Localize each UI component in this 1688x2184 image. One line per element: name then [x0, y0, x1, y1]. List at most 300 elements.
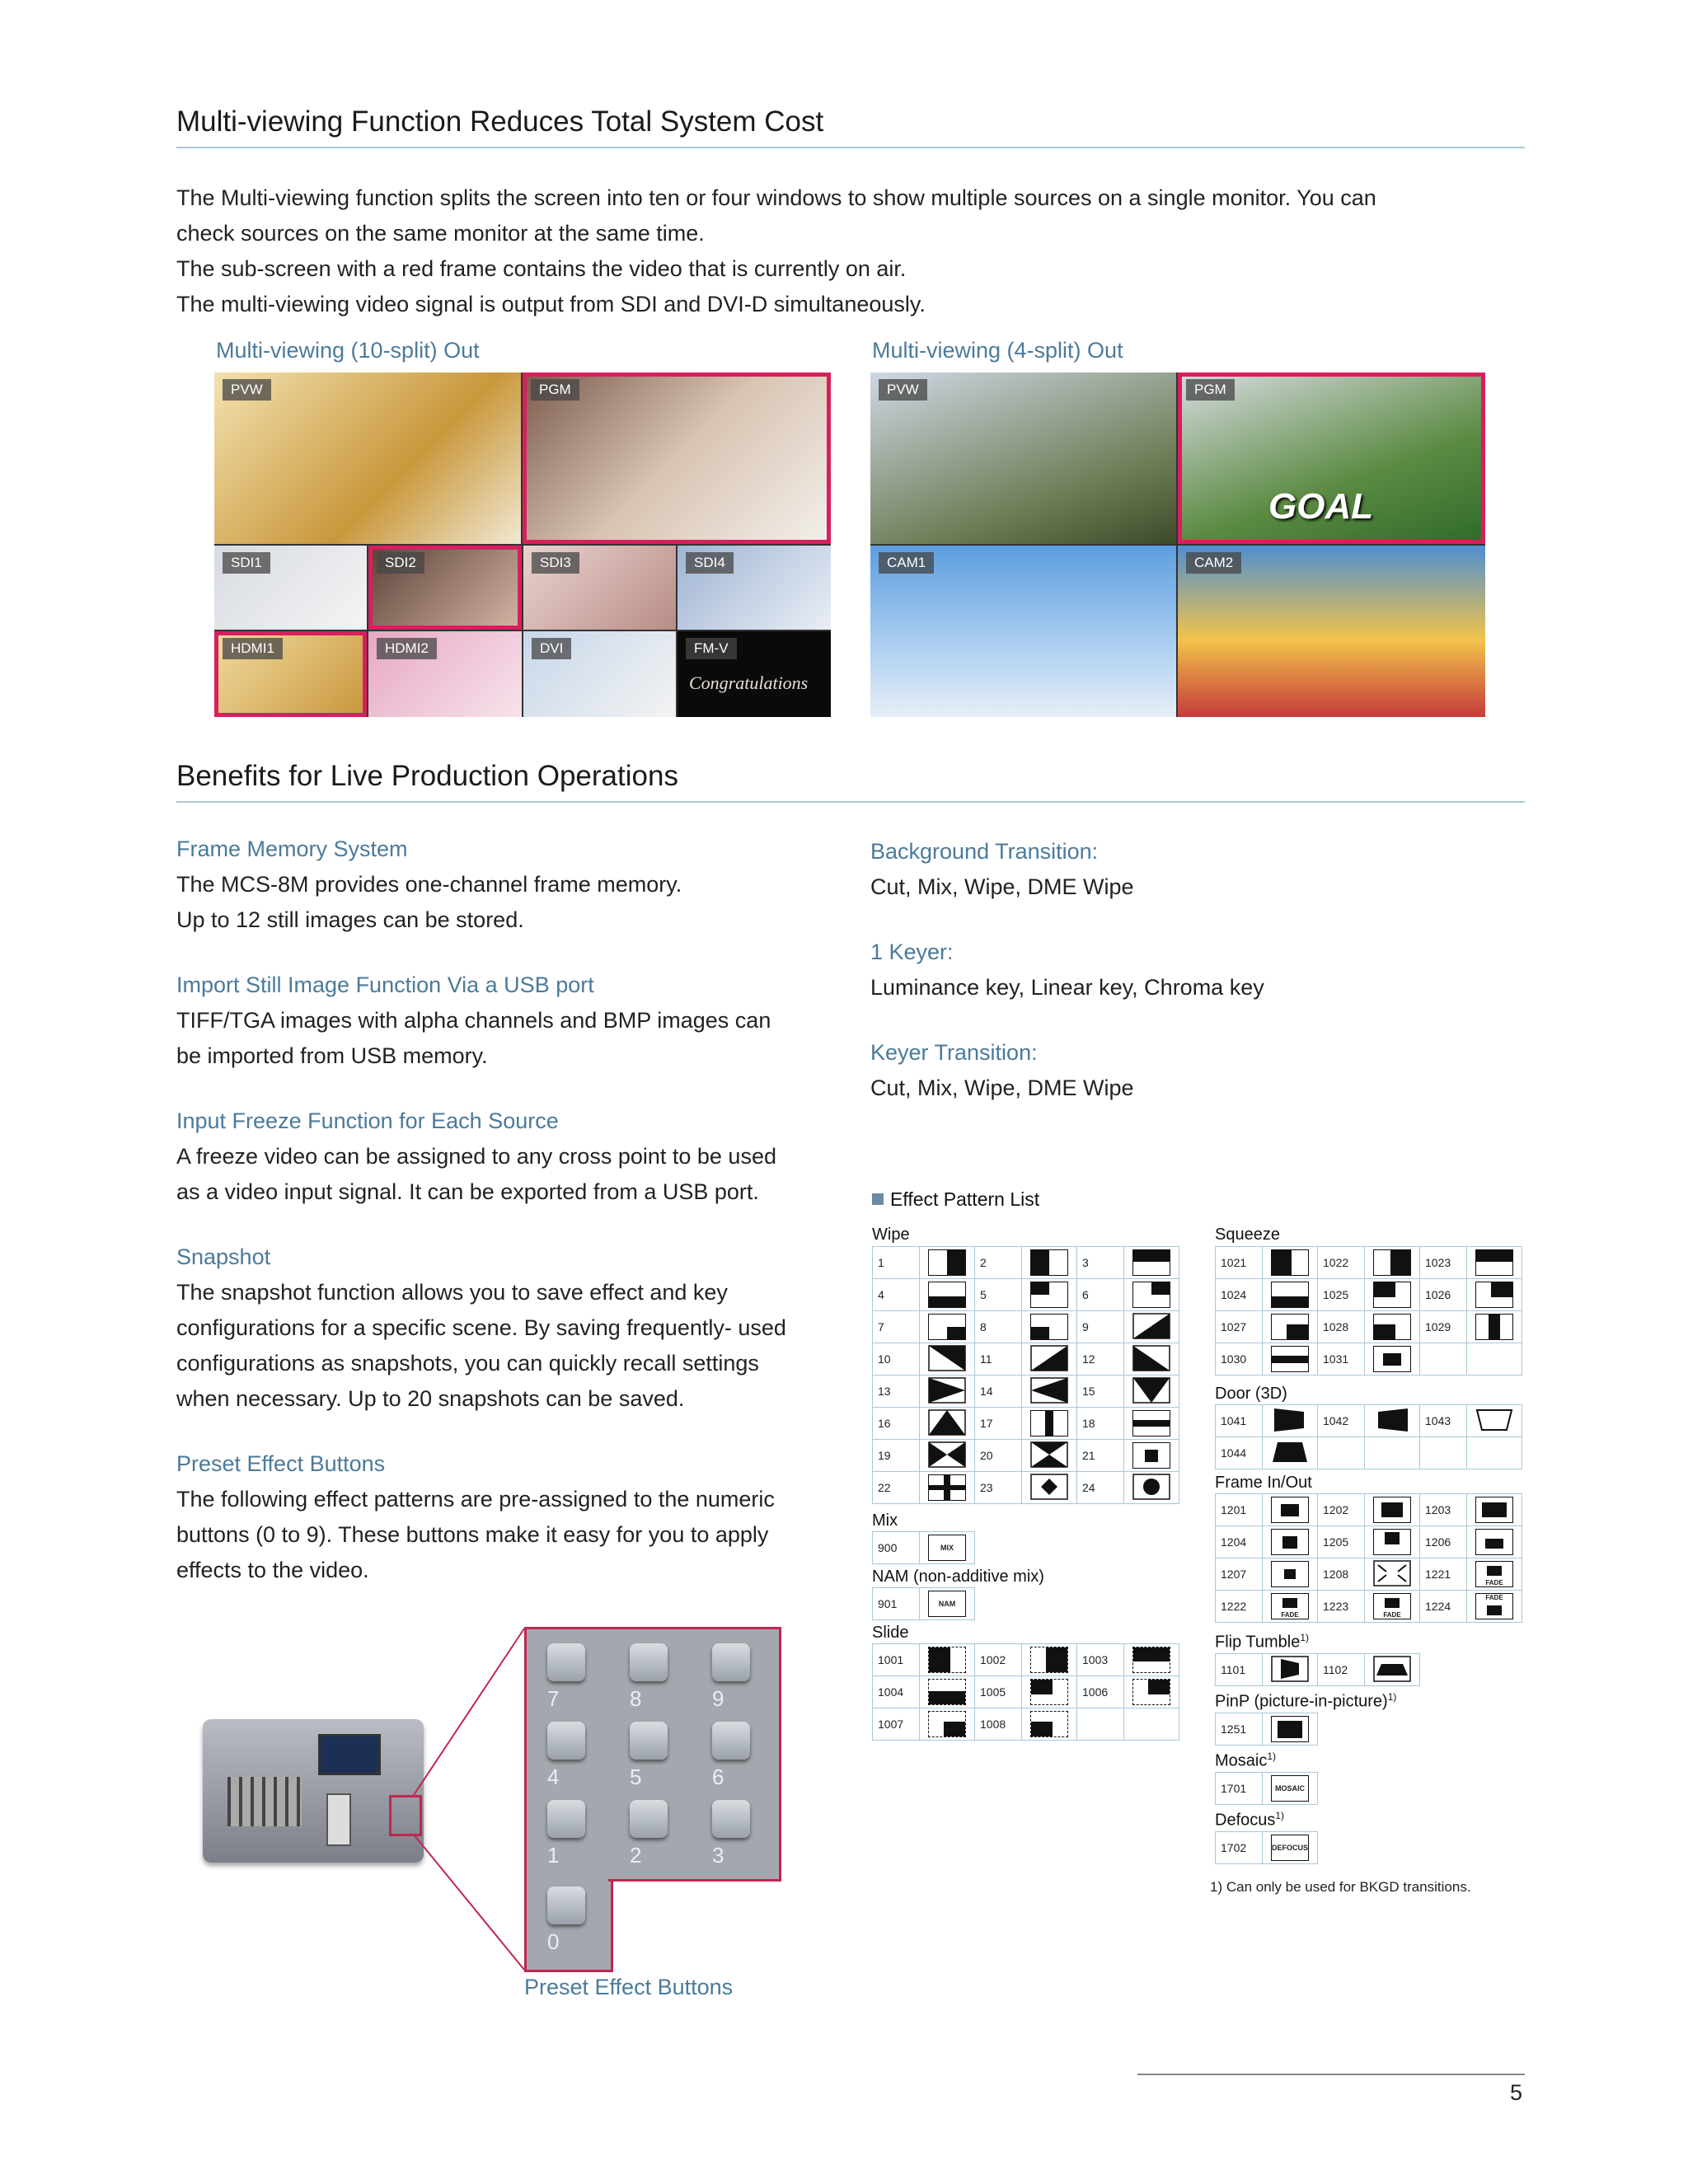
- wipe-icon: [920, 1440, 975, 1472]
- mv-tile-sdi1: [214, 546, 367, 630]
- preset-key-9[interactable]: [712, 1643, 750, 1681]
- mv-tile-sdi4: [678, 546, 831, 630]
- squeeze-icon: [1263, 1247, 1318, 1279]
- frame-icon: [1263, 1526, 1318, 1558]
- squeeze-icon: [1467, 1279, 1522, 1311]
- tile-label: PVW: [223, 379, 271, 401]
- wipe-label: Wipe: [872, 1226, 910, 1244]
- tile-label: PGM: [1186, 379, 1235, 401]
- fade-text: FADE: [1485, 1594, 1503, 1601]
- frame-icon: [1365, 1558, 1420, 1591]
- frame-icon: [1263, 1591, 1318, 1623]
- heading-keyer-transition: Keyer Transition:: [870, 1040, 1038, 1065]
- pattern-number: 5: [975, 1279, 1022, 1311]
- mosaic-table: [1215, 1772, 1318, 1805]
- heading-input-freeze: Input Freeze Function for Each Source: [176, 1108, 559, 1133]
- defocus-table: [1215, 1831, 1318, 1864]
- pattern-number: 1007: [873, 1708, 920, 1741]
- pattern-number: 1028: [1318, 1311, 1365, 1343]
- slide-icon: [920, 1708, 975, 1741]
- pattern-number: 1701: [1216, 1773, 1263, 1805]
- key-label: 3: [712, 1843, 724, 1868]
- flip-icon: [1263, 1654, 1318, 1686]
- pattern-number: 3: [1077, 1247, 1124, 1279]
- nam-table: [872, 1587, 975, 1620]
- pattern-number: 1207: [1216, 1558, 1263, 1591]
- slide-icon: [1022, 1644, 1077, 1676]
- door-icon: [1263, 1405, 1318, 1437]
- wipe-icon: [920, 1343, 975, 1376]
- pattern-number: 1044: [1216, 1437, 1263, 1469]
- wipe-icon: [1022, 1247, 1077, 1279]
- wipe-icon: [1022, 1279, 1077, 1311]
- defocus-label: [1215, 1810, 1284, 1830]
- pattern-number: 1029: [1420, 1311, 1467, 1343]
- flip-vertical-icon: [1373, 1656, 1411, 1682]
- mv-tile-hdmi2: [368, 631, 522, 717]
- empty-cell: [1318, 1437, 1365, 1469]
- wipe-icon: [1022, 1440, 1077, 1472]
- pattern-number: 1004: [873, 1676, 920, 1708]
- pattern-number: 19: [873, 1440, 920, 1472]
- pattern-number: 4: [873, 1279, 920, 1311]
- key-label: 8: [630, 1686, 642, 1711]
- section-title-benefits: Benefits for Live Production Operations: [176, 760, 678, 792]
- empty-cell: [1420, 1437, 1467, 1469]
- wipe-icon: [1124, 1311, 1179, 1343]
- pattern-number: 20: [975, 1440, 1022, 1472]
- door-bottom-icon: [1271, 1439, 1309, 1465]
- frame-label: Frame In/Out: [1215, 1474, 1312, 1492]
- section-rule: [176, 147, 1525, 148]
- multiview-4split: [870, 373, 1485, 717]
- text-line: as a video input signal. It can be exported from a USB port.: [176, 1179, 759, 1204]
- para-line: check sources on the same monitor at the same time.: [176, 221, 705, 246]
- icon-text: NAM: [928, 1591, 966, 1617]
- pattern-number: 1030: [1216, 1343, 1263, 1376]
- pattern-number: 1003: [1077, 1644, 1124, 1676]
- preset-key-3[interactable]: [712, 1800, 750, 1838]
- frame-table: [1215, 1493, 1522, 1623]
- section-rule: [176, 801, 1525, 803]
- tile-label: CAM2: [1186, 552, 1241, 574]
- pattern-number: 9: [1077, 1311, 1124, 1343]
- preset-key-0[interactable]: [547, 1886, 585, 1924]
- frame-icon: [1365, 1494, 1420, 1526]
- pattern-number: 1208: [1318, 1558, 1365, 1591]
- key-label: 4: [547, 1765, 560, 1789]
- wipe-icon: [920, 1311, 975, 1343]
- pattern-number: 1022: [1318, 1247, 1365, 1279]
- pinp-icon: [1263, 1713, 1318, 1746]
- mv10-caption: Multi-viewing (10-split) Out: [216, 338, 480, 363]
- slide-table: [872, 1643, 1179, 1741]
- pattern-number: 14: [975, 1376, 1022, 1408]
- key-label: 7: [547, 1686, 560, 1711]
- defocus-icon: [1263, 1832, 1318, 1864]
- hourglass-icon: [1030, 1441, 1068, 1468]
- nam-icon: [920, 1588, 975, 1620]
- tile-label: HDMI2: [377, 638, 437, 659]
- text-line: The MCS-8M provides one-channel frame memory.: [176, 872, 682, 897]
- section-title-multiviewing: Multi-viewing Function Reduces Total System Cost: [176, 105, 824, 138]
- para-line: The sub-screen with a red frame contains the video that is currently on air.: [176, 256, 907, 281]
- empty-cell: [1467, 1437, 1522, 1469]
- door-left-icon: [1373, 1407, 1411, 1433]
- squeeze-icon: [1365, 1279, 1420, 1311]
- benefits-right-column: [870, 839, 1513, 1106]
- pattern-number: 1024: [1216, 1279, 1263, 1311]
- pattern-number: 24: [1077, 1472, 1124, 1504]
- flip-table: [1215, 1653, 1420, 1686]
- squeeze-icon: [1365, 1311, 1420, 1343]
- empty-cell: [1124, 1708, 1179, 1741]
- diamond-icon: [1030, 1474, 1068, 1500]
- benefits-left-column: [176, 837, 852, 1588]
- door-table: [1215, 1404, 1522, 1469]
- squeeze-icon: [1263, 1343, 1318, 1376]
- mv4-tile-pgm: [1178, 373, 1485, 544]
- frame-icon: [1365, 1526, 1420, 1558]
- mv4-caption: Multi-viewing (4-split) Out: [872, 338, 1123, 363]
- pattern-number: 1202: [1318, 1494, 1365, 1526]
- pattern-number: 6: [1077, 1279, 1124, 1311]
- pattern-number: 12: [1077, 1343, 1124, 1376]
- mv-tile-sdi3: [523, 546, 676, 630]
- text-line: The following effect patterns are pre-assigned to the numeric: [176, 1487, 775, 1511]
- heading-import-usb: Import Still Image Function Via a USB port: [176, 972, 594, 997]
- goal-text: GOAL: [1268, 486, 1374, 527]
- key-label: 2: [630, 1843, 642, 1868]
- device-tbar: [326, 1793, 351, 1846]
- text-line: configurations for a specific scene. By saving frequently- used: [176, 1315, 786, 1340]
- squeeze-icon: [1467, 1311, 1522, 1343]
- pattern-number: 1026: [1420, 1279, 1467, 1311]
- pattern-number: 16: [873, 1408, 920, 1440]
- pattern-number: 15: [1077, 1376, 1124, 1408]
- tile-label: SDI4: [686, 552, 734, 574]
- tile-label: SDI2: [377, 552, 424, 574]
- text-line: buttons (0 to 9). These buttons make it easy for you to apply: [176, 1522, 769, 1547]
- squeeze-table: [1215, 1246, 1522, 1376]
- diagonal-icon: [1132, 1345, 1170, 1371]
- triangle-right-icon: [928, 1377, 966, 1404]
- wipe-icon: [1022, 1376, 1077, 1408]
- icon-text: DEFOCUS: [1271, 1835, 1309, 1861]
- door-icon: [1263, 1437, 1318, 1469]
- squeeze-icon: [1263, 1311, 1318, 1343]
- slide-label: Slide: [872, 1624, 909, 1642]
- para-line: The multi-viewing video signal is output from SDI and DVI-D simultaneously.: [176, 292, 926, 316]
- pattern-number: 1042: [1318, 1405, 1365, 1437]
- device-faders: [227, 1777, 302, 1826]
- empty-cell: [1365, 1437, 1420, 1469]
- slide-icon: [920, 1676, 975, 1708]
- keypad-caption: Preset Effect Buttons: [524, 1975, 734, 1999]
- pattern-number: 1: [873, 1247, 920, 1279]
- wipe-icon: [1124, 1376, 1179, 1408]
- pattern-number: 1201: [1216, 1494, 1263, 1526]
- mix-icon: [920, 1532, 975, 1564]
- preset-key-1[interactable]: [547, 1800, 585, 1838]
- wipe-icon: [920, 1376, 975, 1408]
- tile-label: PVW: [879, 379, 927, 401]
- fade-text: FADE: [1383, 1611, 1401, 1619]
- pattern-number: 17: [975, 1408, 1022, 1440]
- tile-label: DVI: [532, 638, 571, 659]
- text-line: A freeze video can be assigned to any cross point to be used: [176, 1144, 776, 1169]
- flip-label: [1215, 1632, 1309, 1652]
- superscript: 1): [1275, 1810, 1285, 1821]
- preset-key-5[interactable]: [630, 1722, 668, 1760]
- pattern-number: 1205: [1318, 1526, 1365, 1558]
- squeeze-label: Squeeze: [1215, 1226, 1280, 1244]
- text-line: Cut, Mix, Wipe, DME Wipe: [870, 874, 1134, 899]
- wipe-table: [872, 1246, 1179, 1504]
- tile-label: SDI1: [223, 552, 270, 574]
- label-text: Defocus: [1215, 1811, 1276, 1830]
- pattern-number: 23: [975, 1472, 1022, 1504]
- pattern-number: 1702: [1216, 1832, 1263, 1864]
- slide-icon: [1124, 1676, 1179, 1708]
- door-icon: [1467, 1405, 1522, 1437]
- mv-tile-dvi: [523, 631, 676, 717]
- door-icon: [1365, 1405, 1420, 1437]
- pattern-number: 13: [873, 1376, 920, 1408]
- wipe-icon: [1124, 1343, 1179, 1376]
- pattern-number: 1203: [1420, 1494, 1467, 1526]
- wipe-icon: [1124, 1279, 1179, 1311]
- mix-label: Mix: [872, 1511, 898, 1530]
- triangle-down-icon: [1132, 1377, 1170, 1404]
- text-line: Up to 12 still images can be stored.: [176, 907, 524, 932]
- slide-icon: [1022, 1708, 1077, 1741]
- mv4-tile-cam1: [870, 546, 1176, 717]
- pattern-number: 18: [1077, 1408, 1124, 1440]
- tile-label: SDI3: [532, 552, 579, 574]
- heading-frame-memory: Frame Memory System: [176, 837, 408, 861]
- heading-preset-effect: Preset Effect Buttons: [176, 1451, 386, 1476]
- key-label: 9: [712, 1686, 724, 1711]
- flip-icon: [1365, 1654, 1420, 1686]
- pattern-number: 2: [975, 1247, 1022, 1279]
- pattern-number: 1027: [1216, 1311, 1263, 1343]
- diagonal-icon: [1030, 1345, 1068, 1371]
- key-label: 6: [712, 1765, 724, 1789]
- heading-bg-transition: Background Transition:: [870, 839, 1099, 864]
- tile-label: CAM1: [879, 552, 934, 574]
- pattern-number: 1101: [1216, 1654, 1263, 1686]
- mv-tile-fmv: [678, 631, 831, 717]
- pattern-number: 1223: [1318, 1591, 1365, 1623]
- squeeze-icon: [1365, 1247, 1420, 1279]
- pattern-number: 8: [975, 1311, 1022, 1343]
- zoom-connector-lines: [363, 1627, 528, 1973]
- pattern-number: 900: [873, 1532, 920, 1564]
- key-label: 1: [547, 1843, 560, 1868]
- frame-icon: [1467, 1591, 1522, 1623]
- keypad-zoom: [524, 1627, 776, 1970]
- pinp-label: [1215, 1691, 1396, 1712]
- pattern-number: 7: [873, 1311, 920, 1343]
- flip-horizontal-icon: [1271, 1656, 1309, 1682]
- key-label: 0: [547, 1929, 560, 1954]
- multiviewing-description: [176, 180, 1528, 322]
- label-text: Flip Tumble: [1215, 1633, 1301, 1652]
- text-block: [176, 1482, 852, 1588]
- text-line: when necessary. Up to 20 snapshots can be saved.: [176, 1386, 685, 1411]
- preset-key-4[interactable]: [547, 1722, 585, 1760]
- text-block: [176, 1275, 852, 1417]
- tile-label: PGM: [531, 379, 579, 401]
- pattern-number: 1221: [1420, 1558, 1467, 1591]
- pinp-table: [1215, 1713, 1318, 1746]
- text-block: [176, 1003, 852, 1074]
- text-line: The snapshot function allows you to save effect and key: [176, 1280, 728, 1305]
- expand-icon: [1373, 1560, 1411, 1586]
- mv4-tile-pvw: [870, 373, 1176, 544]
- pattern-number: 1005: [975, 1676, 1022, 1708]
- wipe-icon: [1124, 1440, 1179, 1472]
- pattern-number: 1043: [1420, 1405, 1467, 1437]
- effect-list-marker: [872, 1193, 884, 1205]
- pattern-number: 1008: [975, 1708, 1022, 1741]
- superscript: 1): [1387, 1691, 1397, 1703]
- fade-text: FADE: [1485, 1579, 1503, 1586]
- circle-icon: [1132, 1474, 1170, 1500]
- mv-tile-pvw: [214, 373, 521, 544]
- pattern-number: 1002: [975, 1644, 1022, 1676]
- pattern-number: 1041: [1216, 1405, 1263, 1437]
- text-line: Cut, Mix, Wipe, DME Wipe: [870, 1076, 1134, 1100]
- congratulations-text: Congratulations: [689, 673, 809, 693]
- nam-label: NAM (non-additive mix): [872, 1568, 1044, 1586]
- wipe-icon: [1124, 1472, 1179, 1504]
- para-line: The Multi-viewing function splits the screen into ten or four windows to show multiple sources on a single monitor. You can: [176, 185, 1376, 210]
- pattern-number: 1001: [873, 1644, 920, 1676]
- label-text: PinP (picture-in-picture): [1215, 1692, 1388, 1711]
- triangle-left-icon: [1030, 1377, 1068, 1404]
- mv-tile-hdmi1: [214, 631, 367, 717]
- multiview-10split: [214, 373, 831, 717]
- frame-icon: [1263, 1558, 1318, 1591]
- pattern-number: 11: [975, 1343, 1022, 1376]
- text-block: [176, 1139, 852, 1210]
- pattern-number: 1021: [1216, 1247, 1263, 1279]
- frame-icon: [1467, 1558, 1522, 1591]
- effect-list-title: Effect Pattern List: [890, 1188, 1040, 1210]
- pattern-number: 1102: [1318, 1654, 1365, 1686]
- pattern-number: 1204: [1216, 1526, 1263, 1558]
- empty-cell: [1420, 1343, 1467, 1376]
- pattern-number: 901: [873, 1588, 920, 1620]
- preset-key-2[interactable]: [630, 1800, 668, 1838]
- text-line: configurations as snapshots, you can quickly recall settings: [176, 1351, 759, 1376]
- pattern-number: 1251: [1216, 1713, 1263, 1746]
- wipe-icon: [1124, 1408, 1179, 1440]
- preset-key-8[interactable]: [630, 1643, 668, 1681]
- mosaic-icon: [1263, 1773, 1318, 1805]
- squeeze-icon: [1263, 1279, 1318, 1311]
- slide-icon: [1022, 1676, 1077, 1708]
- wipe-icon: [920, 1279, 975, 1311]
- frame-icon: [1263, 1494, 1318, 1526]
- label-text: Mosaic: [1215, 1751, 1268, 1770]
- pattern-number: 1222: [1216, 1591, 1263, 1623]
- pattern-number: 22: [873, 1472, 920, 1504]
- wipe-icon: [920, 1408, 975, 1440]
- diagonal-icon: [928, 1345, 966, 1371]
- text-line: effects to the video.: [176, 1558, 369, 1582]
- preset-key-7[interactable]: [547, 1643, 585, 1681]
- mosaic-label: [1215, 1750, 1276, 1771]
- pattern-number: 1031: [1318, 1343, 1365, 1376]
- door-top-icon: [1475, 1407, 1513, 1433]
- pattern-number: 1023: [1420, 1247, 1467, 1279]
- page-number: 5: [1510, 2080, 1523, 2105]
- footer-rule: [1137, 2074, 1525, 2075]
- empty-cell: [1467, 1343, 1522, 1376]
- heading-snapshot: Snapshot: [176, 1244, 271, 1269]
- bowtie-icon: [928, 1441, 966, 1468]
- preset-key-6[interactable]: [712, 1722, 750, 1760]
- pattern-number: 1224: [1420, 1591, 1467, 1623]
- text-line: be imported from USB memory.: [176, 1043, 488, 1068]
- pattern-number: 1025: [1318, 1279, 1365, 1311]
- wipe-icon: [920, 1247, 975, 1279]
- wipe-icon: [1022, 1343, 1077, 1376]
- icon-text: MOSAIC: [1271, 1775, 1309, 1802]
- mv-tile-sdi2: [368, 546, 522, 630]
- key-label: 5: [630, 1765, 642, 1789]
- slide-icon: [1124, 1644, 1179, 1676]
- keypad-border: [608, 1879, 779, 1882]
- wipe-icon: [1022, 1472, 1077, 1504]
- diagonal-icon: [1132, 1313, 1170, 1339]
- frame-icon: [1365, 1591, 1420, 1623]
- tile-label: FM-V: [686, 638, 737, 659]
- frame-icon: [1467, 1526, 1522, 1558]
- wipe-icon: [1022, 1311, 1077, 1343]
- slide-icon: [920, 1644, 975, 1676]
- icon-text: MIX: [928, 1535, 966, 1561]
- mix-table: [872, 1531, 975, 1564]
- pattern-number: 1006: [1077, 1676, 1124, 1708]
- squeeze-icon: [1467, 1247, 1522, 1279]
- squeeze-icon: [1365, 1343, 1420, 1376]
- empty-cell: [1077, 1708, 1124, 1741]
- fade-text: FADE: [1281, 1611, 1299, 1619]
- superscript: 1): [1267, 1750, 1277, 1762]
- effects-footnote: 1) Can only be used for BKGD transitions.: [1210, 1879, 1471, 1895]
- pattern-number: 1206: [1420, 1526, 1467, 1558]
- door-label: Door (3D): [1215, 1385, 1287, 1403]
- tile-label: HDMI1: [223, 638, 283, 659]
- text-line: TIFF/TGA images with alpha channels and BMP images can: [176, 1008, 771, 1033]
- wipe-icon: [1022, 1408, 1077, 1440]
- door-right-icon: [1271, 1407, 1309, 1433]
- wipe-icon: [1124, 1247, 1179, 1279]
- triangle-up-icon: [928, 1409, 966, 1436]
- text-block: [176, 867, 852, 938]
- pattern-number: 10: [873, 1343, 920, 1376]
- wipe-icon: [920, 1472, 975, 1504]
- mv4-tile-cam2: [1178, 546, 1485, 717]
- frame-icon: [1467, 1494, 1522, 1526]
- connector-line-bottom: [414, 1835, 524, 1970]
- text-line: Luminance key, Linear key, Chroma key: [870, 975, 1264, 1000]
- pattern-number: 21: [1077, 1440, 1124, 1472]
